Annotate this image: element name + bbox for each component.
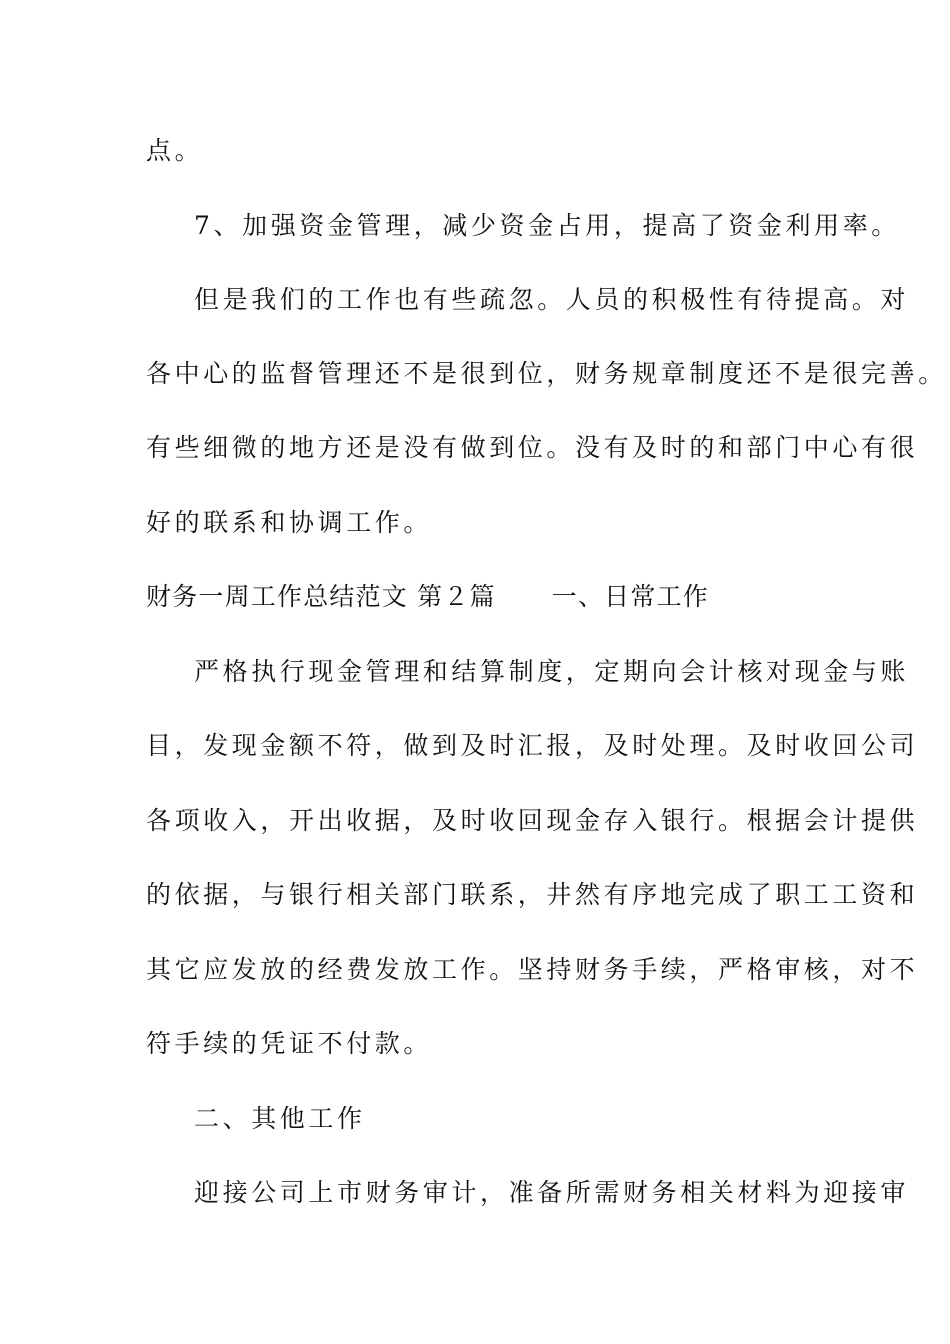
- section-title: 财务一周工作总结范文: [146, 582, 409, 611]
- paragraph-line: 7、加强资金管理，减少资金占用，提高了资金利用率。: [194, 211, 900, 240]
- paragraph-line: 各项收入，开出收据，及时收回现金存入银行。根据会计提供: [146, 806, 919, 835]
- paragraph-line: 的依据，与银行相关部门联系，井然有序地完成了职工工资和: [146, 880, 919, 909]
- section-subtitle: 一、日常工作: [551, 582, 709, 611]
- paragraph-line: 点。: [146, 136, 204, 165]
- paragraph-line: 各中心的监督管理还不是很到位，财务规章制度还不是很完善。: [146, 359, 947, 388]
- paragraph-line: 迎接公司上市财务审计，准备所需财务相关材料为迎接审: [194, 1178, 910, 1207]
- paragraph-line: 其它应发放的经费发放工作。坚持财务手续，严格审核，对不: [146, 955, 919, 984]
- paragraph-line: 但是我们的工作也有些疏忽。人员的积极性有待提高。对: [194, 285, 910, 314]
- paragraph-line: 符手续的凭证不付款。: [146, 1029, 433, 1058]
- paragraph-line: 好的联系和协调工作。: [146, 508, 433, 537]
- paragraph-line: 严格执行现金管理和结算制度，定期向会计核对现金与账: [194, 657, 910, 686]
- subheading: 二、其他工作: [194, 1104, 366, 1133]
- section-heading: [146, 582, 826, 612]
- paragraph-line: 目，发现金额不符，做到及时汇报，及时处理。及时收回公司: [146, 731, 919, 760]
- section-number: 第２篇: [417, 582, 496, 611]
- paragraph-line: 有些细微的地方还是没有做到位。没有及时的和部门中心有很: [146, 433, 919, 462]
